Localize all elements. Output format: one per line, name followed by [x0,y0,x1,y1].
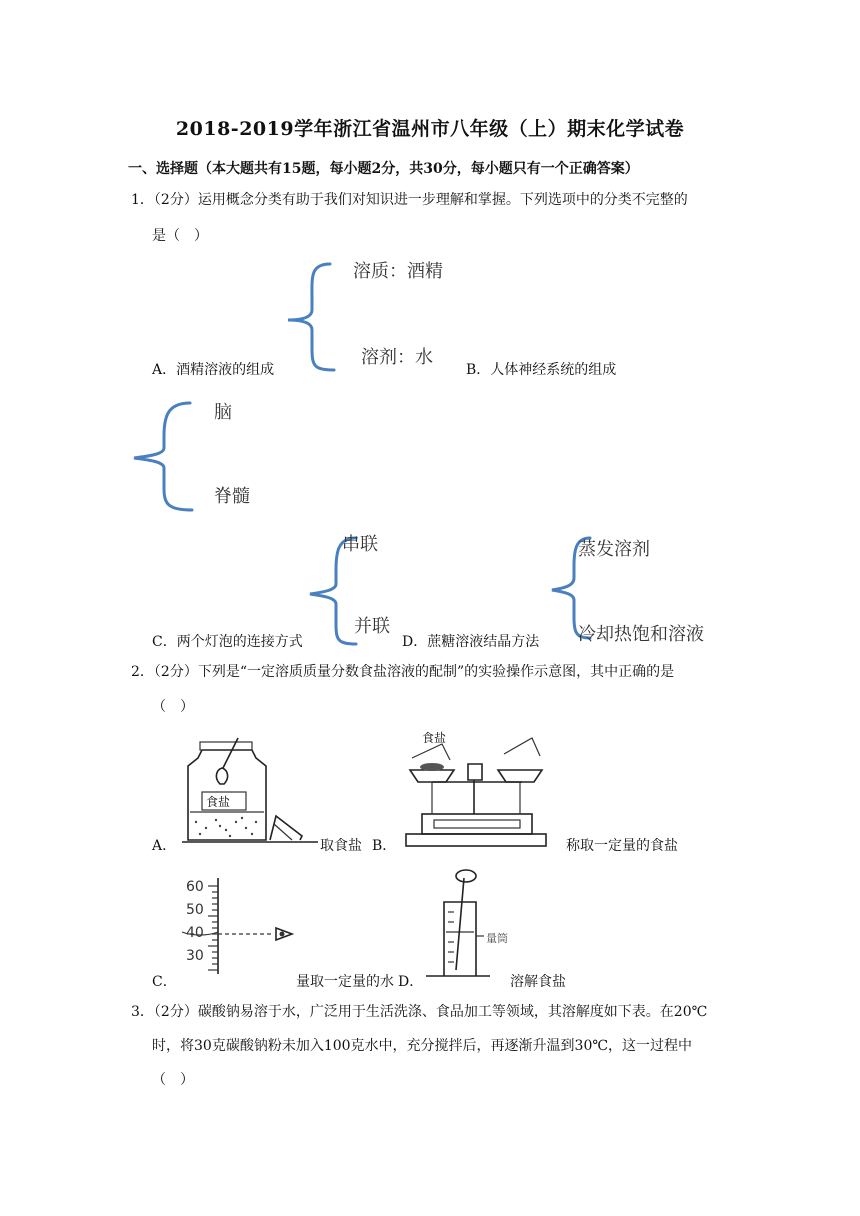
q1b-top-term: 脑 [214,402,232,423]
q2-stem-line2: （ ） [152,699,194,715]
q1c-top-term: 串联 [342,534,378,555]
cylinder-tick-30: 30 [186,948,204,964]
q2c-prefix: C． [152,974,177,990]
q1-stem-line2: 是（ ） [152,228,208,244]
salt-jar-illustration [180,732,320,848]
q3-stem-line1: 3．（2分）碳酸钠易溶于水，广泛用于生活洗涤、食品加工等领域，其溶解度如下表。在20℃ [131,1004,708,1020]
q2a-prefix: A． [152,838,177,854]
q2c-suffix: 量取一定量的水 [296,974,394,990]
section-heading: 一、选择题（本大题共有15题，每小题2分，共30分，每小题只有一个正确答案） [128,161,639,177]
q1c-label: C．两个灯泡的连接方式 [152,634,303,650]
q1c-bottom-term: 并联 [354,616,390,637]
q1a-top-term: 溶质：酒精 [353,261,443,282]
q3-stem-line3: （ ） [152,1072,194,1088]
q3-stem-line2: 时，将30克碳酸钠粉未加入100克水中，充分搅拌后，再逐渐升温到30℃，这一过程中 [152,1038,693,1054]
page-title: 2018-2019学年浙江省温州市八年级（上）期末化学试卷 [175,118,685,140]
cylinder-tick-60: 60 [186,879,204,895]
dissolving-cylinder-illustration [420,862,500,980]
q2a-suffix: 取食盐 [320,838,362,854]
q1b-bottom-term: 脊髓 [214,486,250,507]
q2b-prefix: B． [372,838,397,854]
q2b-suffix: 称取一定量的食盐 [566,838,678,854]
q1b-label: B．人体神经系统的组成 [466,362,617,378]
q1d-label: D．蔗糖溶液结晶方法 [402,634,540,650]
q2-stem-line1: 2．（2分）下列是“一定溶质质量分数食盐溶液的配制”的实验操作示意图，其中正确的是 [131,664,675,680]
cylinder-tick-50: 50 [186,902,204,918]
q1a-bracket-diagram [280,258,340,378]
q1b-bracket-diagram [128,398,198,516]
salt-jar-label: 食盐 [206,795,231,809]
q1a-label: A．酒精溶液的组成 [152,362,275,378]
q1d-top-term: 蒸发溶剂 [578,539,650,560]
cylinder-label: 量筒 [486,932,508,945]
cylinder-tick-40: 40 [186,925,204,941]
q1a-bottom-term: 溶剂：水 [361,347,433,368]
q1-stem-line1: 1．（2分）运用概念分类有助于我们对知识进一步理解和掌握。下列选项中的分类不完整的 [131,192,688,208]
q1d-bottom-term: 冷却热饱和溶液 [578,624,704,645]
q2d-prefix: D． [398,974,424,990]
balance-pan-label: 食盐 [422,731,447,745]
q2d-suffix: 溶解食盐 [510,974,566,990]
